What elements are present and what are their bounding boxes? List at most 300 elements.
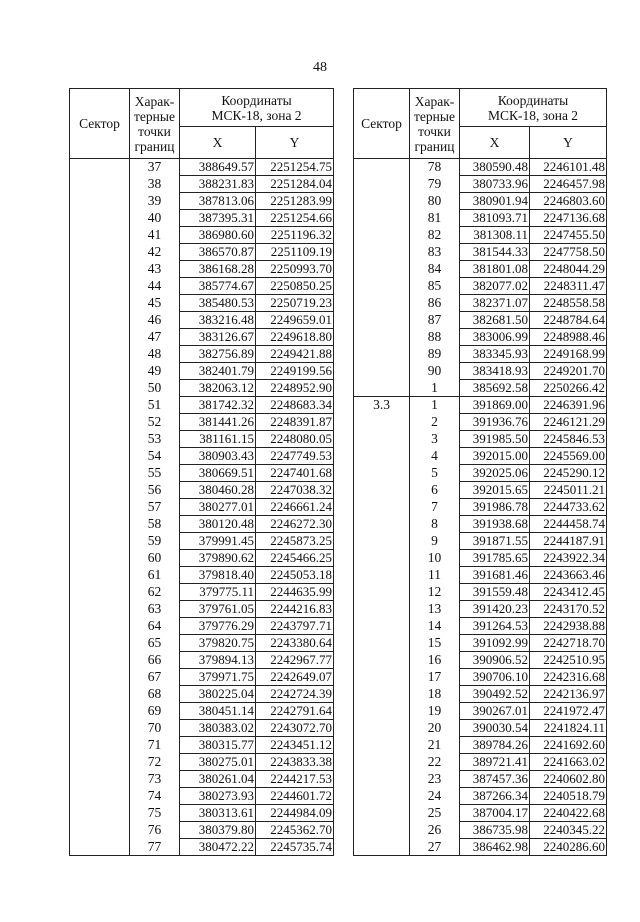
table-row	[354, 737, 607, 754]
sector-cell	[354, 227, 410, 244]
table-row	[354, 601, 607, 618]
sector-cell	[354, 788, 410, 805]
table-row	[70, 431, 334, 448]
table-row	[70, 244, 334, 261]
num-cell: 40	[130, 210, 180, 227]
num-cell: 12	[410, 584, 460, 601]
num-cell: 75	[130, 805, 180, 822]
sector-cell	[70, 176, 130, 193]
table-row	[354, 618, 607, 635]
sector-cell	[70, 516, 130, 533]
sector-cell	[70, 601, 130, 618]
x-cell: 381544.33	[460, 244, 530, 261]
y-cell: 2244216.83	[256, 601, 334, 618]
x-cell: 390492.52	[460, 686, 530, 703]
x-header: X	[460, 127, 530, 159]
x-cell: 380277.01	[180, 499, 256, 516]
x-cell: 380590.48	[460, 159, 530, 176]
y-cell: 2243412.45	[530, 584, 607, 601]
y-cell: 2249199.56	[256, 363, 334, 380]
sector-cell	[70, 448, 130, 465]
x-cell: 380903.43	[180, 448, 256, 465]
y-cell: 2245735.74	[256, 839, 334, 856]
x-cell: 391871.55	[460, 533, 530, 550]
num-cell: 55	[130, 465, 180, 482]
sector-cell	[354, 278, 410, 295]
y-cell: 2247758.50	[530, 244, 607, 261]
sector-cell	[354, 567, 410, 584]
sector-cell	[70, 227, 130, 244]
boundary-points-header	[130, 89, 180, 159]
sector-cell	[354, 533, 410, 550]
x-cell: 391420.23	[460, 601, 530, 618]
num-cell: 65	[130, 635, 180, 652]
x-cell: 391986.78	[460, 499, 530, 516]
table-row	[70, 737, 334, 754]
x-cell: 382077.02	[460, 278, 530, 295]
x-cell: 389784.26	[460, 737, 530, 754]
num-cell: 50	[130, 380, 180, 397]
sector-cell	[354, 482, 410, 499]
table-row	[354, 720, 607, 737]
num-cell: 22	[410, 754, 460, 771]
y-cell: 2244601.72	[256, 788, 334, 805]
y-cell: 2244217.53	[256, 771, 334, 788]
table-row	[70, 448, 334, 465]
num-cell: 27	[410, 839, 460, 856]
x-cell: 381308.11	[460, 227, 530, 244]
y-cell: 2243072.70	[256, 720, 334, 737]
table-row	[354, 839, 607, 856]
x-cell: 382681.50	[460, 312, 530, 329]
y-cell: 2247136.68	[530, 210, 607, 227]
table-row	[354, 465, 607, 482]
table-row	[70, 312, 334, 329]
sector-cell	[354, 771, 410, 788]
sector-cell	[354, 295, 410, 312]
num-cell: 71	[130, 737, 180, 754]
table-row	[70, 533, 334, 550]
points-header-line: Харак-	[134, 93, 175, 109]
table-row	[70, 482, 334, 499]
y-cell: 2240345.22	[530, 822, 607, 839]
x-cell: 392015.65	[460, 482, 530, 499]
x-cell: 390267.01	[460, 703, 530, 720]
x-cell: 379971.75	[180, 669, 256, 686]
boundary-points-header	[410, 89, 460, 159]
x-cell: 380472.22	[180, 839, 256, 856]
num-cell: 76	[130, 822, 180, 839]
x-cell: 386980.60	[180, 227, 256, 244]
y-cell: 2243451.12	[256, 737, 334, 754]
sector-cell	[70, 244, 130, 261]
num-cell: 56	[130, 482, 180, 499]
x-cell: 389721.41	[460, 754, 530, 771]
table-row	[354, 448, 607, 465]
table-row	[354, 669, 607, 686]
sector-cell	[354, 465, 410, 482]
table-row	[70, 516, 334, 533]
y-cell: 2251284.04	[256, 176, 334, 193]
num-cell: 58	[130, 516, 180, 533]
table-row	[70, 754, 334, 771]
y-cell: 2251109.19	[256, 244, 334, 261]
y-cell: 2242791.64	[256, 703, 334, 720]
num-cell: 90	[410, 363, 460, 380]
sector-cell	[354, 652, 410, 669]
x-cell: 380451.14	[180, 703, 256, 720]
y-cell: 2245466.25	[256, 550, 334, 567]
y-cell: 2241824.11	[530, 720, 607, 737]
table-row	[70, 227, 334, 244]
num-cell: 72	[130, 754, 180, 771]
table-row	[70, 397, 334, 414]
table-row	[354, 482, 607, 499]
y-cell: 2247401.68	[256, 465, 334, 482]
sector-cell	[354, 261, 410, 278]
x-cell: 380383.02	[180, 720, 256, 737]
num-cell: 42	[130, 244, 180, 261]
table-row	[70, 176, 334, 193]
y-cell: 2245846.53	[530, 431, 607, 448]
y-cell: 2245362.70	[256, 822, 334, 839]
x-cell: 387004.17	[460, 805, 530, 822]
x-cell: 382756.89	[180, 346, 256, 363]
sector-cell	[354, 414, 410, 431]
sector-cell	[354, 754, 410, 771]
x-cell: 379991.45	[180, 533, 256, 550]
y-cell: 2251196.32	[256, 227, 334, 244]
y-cell: 2245290.12	[530, 465, 607, 482]
y-cell: 2248044.29	[530, 261, 607, 278]
table-row	[354, 822, 607, 839]
x-cell: 385692.58	[460, 380, 530, 397]
sector-cell	[70, 210, 130, 227]
sector-cell	[70, 278, 130, 295]
sector-cell	[70, 703, 130, 720]
sector-cell	[354, 159, 410, 176]
x-cell: 379890.62	[180, 550, 256, 567]
sector-cell	[70, 312, 130, 329]
x-cell: 386735.98	[460, 822, 530, 839]
y-cell: 2242316.68	[530, 669, 607, 686]
num-cell: 70	[130, 720, 180, 737]
sector-cell	[354, 363, 410, 380]
num-cell: 44	[130, 278, 180, 295]
table-row	[70, 635, 334, 652]
x-cell: 380901.94	[460, 193, 530, 210]
sector-cell	[354, 839, 410, 856]
coordinates-header	[180, 89, 334, 127]
x-cell: 390906.52	[460, 652, 530, 669]
table-row	[354, 210, 607, 227]
table-row	[70, 414, 334, 431]
x-cell: 385480.53	[180, 295, 256, 312]
x-header: X	[180, 127, 256, 159]
x-cell: 391092.99	[460, 635, 530, 652]
x-cell: 383345.93	[460, 346, 530, 363]
x-cell: 392025.06	[460, 465, 530, 482]
sector-cell	[70, 193, 130, 210]
x-cell: 386462.98	[460, 839, 530, 856]
y-cell: 2246661.24	[256, 499, 334, 516]
sector-cell	[70, 754, 130, 771]
y-cell: 2243797.71	[256, 618, 334, 635]
table-row	[354, 363, 607, 380]
x-cell: 387457.36	[460, 771, 530, 788]
x-cell: 383418.93	[460, 363, 530, 380]
sector-cell	[354, 210, 410, 227]
sector-cell	[354, 822, 410, 839]
y-cell: 2249201.70	[530, 363, 607, 380]
num-cell: 15	[410, 635, 460, 652]
sector-cell	[70, 652, 130, 669]
table-header	[354, 89, 607, 159]
y-cell: 2242724.39	[256, 686, 334, 703]
num-cell: 84	[410, 261, 460, 278]
num-cell: 63	[130, 601, 180, 618]
x-cell: 380669.51	[180, 465, 256, 482]
num-cell: 48	[130, 346, 180, 363]
table-row	[70, 686, 334, 703]
num-cell: 11	[410, 567, 460, 584]
points-header-line: точки	[138, 123, 171, 139]
sector-cell	[354, 193, 410, 210]
num-cell: 14	[410, 618, 460, 635]
y-cell: 2244187.91	[530, 533, 607, 550]
sector-cell: 3.3	[354, 397, 410, 414]
sector-cell	[70, 839, 130, 856]
sector-cell	[70, 669, 130, 686]
num-cell: 41	[130, 227, 180, 244]
table-row	[354, 652, 607, 669]
sector-cell	[354, 329, 410, 346]
y-cell: 2243663.46	[530, 567, 607, 584]
y-cell: 2251254.75	[256, 159, 334, 176]
page-number: 48	[313, 60, 327, 75]
table-row	[354, 261, 607, 278]
coordinates-header	[460, 89, 607, 127]
num-cell: 9	[410, 533, 460, 550]
sector-cell	[354, 380, 410, 397]
x-cell: 380273.93	[180, 788, 256, 805]
num-cell: 39	[130, 193, 180, 210]
y-cell: 2240286.60	[530, 839, 607, 856]
sector-cell	[70, 584, 130, 601]
x-cell: 380313.61	[180, 805, 256, 822]
x-cell: 380120.48	[180, 516, 256, 533]
num-cell: 46	[130, 312, 180, 329]
sector-cell	[354, 669, 410, 686]
y-cell: 2248988.46	[530, 329, 607, 346]
y-cell: 2249421.88	[256, 346, 334, 363]
sector-cell	[70, 635, 130, 652]
table-body	[70, 159, 334, 856]
y-cell: 2242510.95	[530, 652, 607, 669]
x-cell: 391936.76	[460, 414, 530, 431]
sector-cell	[354, 720, 410, 737]
table-row	[354, 278, 607, 295]
sector-cell	[354, 601, 410, 618]
num-cell: 60	[130, 550, 180, 567]
num-cell: 17	[410, 669, 460, 686]
table-row	[70, 584, 334, 601]
points-header-line: границ	[134, 138, 175, 154]
y-cell: 2242649.07	[256, 669, 334, 686]
sector-cell	[70, 771, 130, 788]
num-cell: 74	[130, 788, 180, 805]
x-cell: 386168.28	[180, 261, 256, 278]
y-cell: 2250719.23	[256, 295, 334, 312]
num-cell: 16	[410, 652, 460, 669]
num-cell: 37	[130, 159, 180, 176]
table-row	[70, 652, 334, 669]
num-cell: 52	[130, 414, 180, 431]
table-row	[354, 771, 607, 788]
table-row	[354, 397, 607, 414]
table-row	[70, 550, 334, 567]
num-cell: 53	[130, 431, 180, 448]
sector-cell	[354, 431, 410, 448]
x-cell: 379776.29	[180, 618, 256, 635]
table-row	[354, 805, 607, 822]
x-cell: 380261.04	[180, 771, 256, 788]
x-cell: 382063.12	[180, 380, 256, 397]
table-row	[70, 601, 334, 618]
x-cell: 380225.04	[180, 686, 256, 703]
table-row	[354, 414, 607, 431]
coordinates-table-left	[69, 88, 334, 856]
num-cell: 3	[410, 431, 460, 448]
num-cell: 24	[410, 788, 460, 805]
num-cell: 23	[410, 771, 460, 788]
y-cell: 2251254.66	[256, 210, 334, 227]
sector-cell	[354, 584, 410, 601]
sector-cell	[70, 380, 130, 397]
x-cell: 380275.01	[180, 754, 256, 771]
table-row	[70, 822, 334, 839]
table-row	[354, 533, 607, 550]
y-cell: 2248683.34	[256, 397, 334, 414]
y-cell: 2242136.97	[530, 686, 607, 703]
x-cell: 380379.80	[180, 822, 256, 839]
y-cell: 2246391.96	[530, 397, 607, 414]
num-cell: 69	[130, 703, 180, 720]
sector-cell	[70, 499, 130, 516]
y-cell: 2242967.77	[256, 652, 334, 669]
x-cell: 390030.54	[460, 720, 530, 737]
num-cell: 7	[410, 499, 460, 516]
sector-cell	[70, 788, 130, 805]
y-cell: 2248952.90	[256, 380, 334, 397]
x-cell: 391785.65	[460, 550, 530, 567]
table-row	[70, 839, 334, 856]
x-cell: 380460.28	[180, 482, 256, 499]
y-cell: 2250266.42	[530, 380, 607, 397]
x-cell: 379894.13	[180, 652, 256, 669]
x-cell: 392015.00	[460, 448, 530, 465]
table-row	[354, 431, 607, 448]
num-cell: 21	[410, 737, 460, 754]
sector-cell	[354, 448, 410, 465]
table-row	[70, 159, 334, 176]
table-row	[354, 550, 607, 567]
num-cell: 19	[410, 703, 460, 720]
coords-header-line: МСК-18, зона 2	[211, 107, 302, 123]
table-row	[354, 244, 607, 261]
y-cell: 2246101.48	[530, 159, 607, 176]
x-cell: 391559.48	[460, 584, 530, 601]
points-header-line: терные	[134, 108, 175, 124]
sector-cell	[354, 176, 410, 193]
y-cell: 2249659.01	[256, 312, 334, 329]
y-cell: 2243170.52	[530, 601, 607, 618]
points-header-line: точки	[418, 123, 451, 139]
table-row	[70, 788, 334, 805]
table-row	[70, 805, 334, 822]
sector-cell	[354, 516, 410, 533]
num-cell: 5	[410, 465, 460, 482]
num-cell: 13	[410, 601, 460, 618]
sector-cell	[70, 159, 130, 176]
table-row	[70, 380, 334, 397]
y-cell: 2245053.18	[256, 567, 334, 584]
table-row	[70, 567, 334, 584]
table-row	[354, 295, 607, 312]
x-cell: 385774.67	[180, 278, 256, 295]
x-cell: 381801.08	[460, 261, 530, 278]
num-cell: 85	[410, 278, 460, 295]
table-header	[70, 89, 334, 159]
num-cell: 1	[410, 397, 460, 414]
table-row	[70, 499, 334, 516]
y-cell: 2241663.02	[530, 754, 607, 771]
y-cell: 2243833.38	[256, 754, 334, 771]
y-cell: 2246272.30	[256, 516, 334, 533]
y-cell: 2248558.58	[530, 295, 607, 312]
x-cell: 387395.31	[180, 210, 256, 227]
x-cell: 379775.11	[180, 584, 256, 601]
sector-cell	[70, 737, 130, 754]
num-cell: 68	[130, 686, 180, 703]
sector-cell	[354, 550, 410, 567]
y-cell: 2242718.70	[530, 635, 607, 652]
sector-cell	[354, 805, 410, 822]
sector-cell	[70, 720, 130, 737]
x-cell: 391985.50	[460, 431, 530, 448]
num-cell: 1	[410, 380, 460, 397]
y-cell: 2247749.53	[256, 448, 334, 465]
table-row	[70, 261, 334, 278]
table-row	[354, 754, 607, 771]
x-cell: 391264.53	[460, 618, 530, 635]
sector-cell	[70, 618, 130, 635]
y-cell: 2240422.68	[530, 805, 607, 822]
x-cell: 387266.34	[460, 788, 530, 805]
sector-cell	[70, 482, 130, 499]
table-row	[70, 210, 334, 227]
coords-header-line: Координаты	[497, 92, 569, 108]
num-cell: 87	[410, 312, 460, 329]
sector-cell	[354, 618, 410, 635]
table-row	[70, 703, 334, 720]
table-row	[354, 380, 607, 397]
table-row	[354, 227, 607, 244]
y-cell: 2244984.09	[256, 805, 334, 822]
sector-cell	[354, 703, 410, 720]
num-cell: 88	[410, 329, 460, 346]
table-row	[70, 295, 334, 312]
